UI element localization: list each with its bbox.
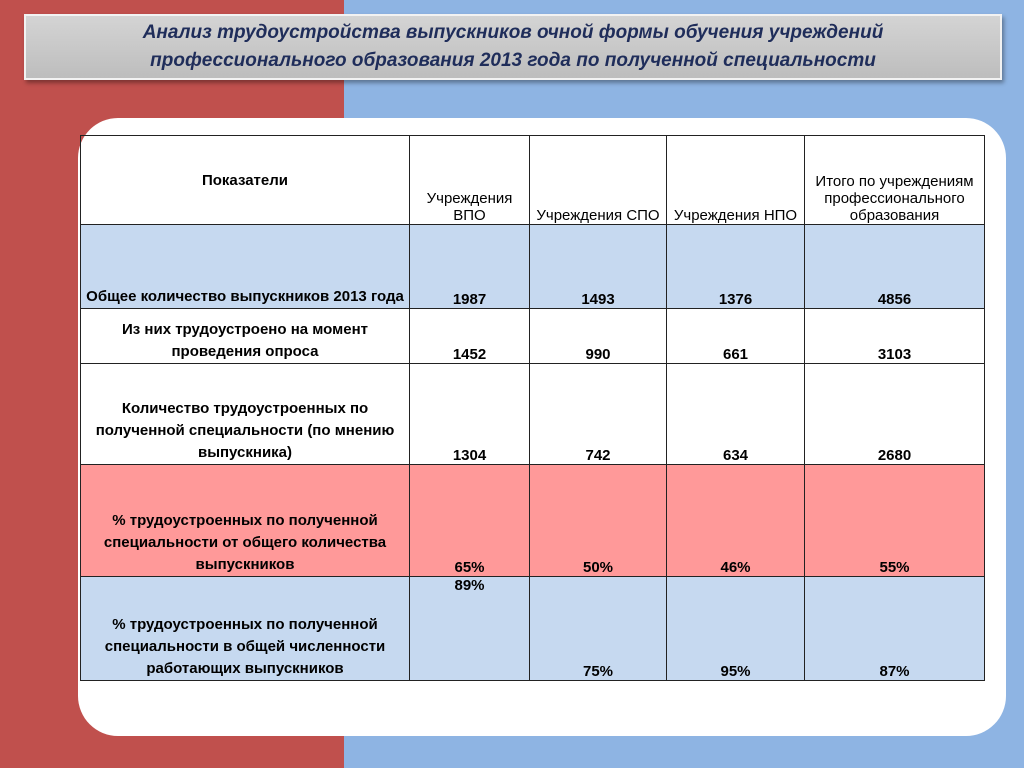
slide-title (123, 19, 904, 75)
cell-spo: 990 (530, 309, 667, 364)
cell-vpo: 1304 (410, 364, 530, 465)
header-total: Итого по учреждениям профессионального образования (805, 136, 985, 225)
cell-total: 2680 (805, 364, 985, 465)
cell-total: 3103 (805, 309, 985, 364)
cell-spo: 742 (530, 364, 667, 465)
cell-total: 55% (805, 465, 985, 577)
row-label: Из них трудоустроено на момент проведения опроса (81, 309, 410, 364)
header-spo: Учреждения СПО (530, 136, 667, 225)
table-row (81, 465, 985, 577)
row-label: Количество трудоустроенных по полученной специальности (по мнению выпускника) (81, 364, 410, 465)
header-indicators: Показатели (81, 136, 410, 225)
cell-npo: 634 (667, 364, 805, 465)
cell-vpo: 65% (410, 465, 530, 577)
row-label: % трудоустроенных по полученной специальности от общего количества выпускников (81, 465, 410, 577)
slide-title-line-2: профессионального образования 2013 года по полученной специальности (150, 50, 876, 71)
cell-spo: 1493 (530, 225, 667, 309)
cell-npo: 46% (667, 465, 805, 577)
header-npo: Учреждения НПО (667, 136, 805, 225)
cell-spo: 50% (530, 465, 667, 577)
cell-total: 87% (805, 577, 985, 681)
cell-total: 4856 (805, 225, 985, 309)
table-row (81, 577, 985, 681)
row-label: % трудоустроенных по полученной специальности в общей численности работающих выпускников (81, 577, 410, 681)
slide-title-line-1: Анализ трудоустройства выпускников очной формы обучения учреждений (142, 22, 884, 43)
cell-npo: 1376 (667, 225, 805, 309)
header-vpo: Учреждения ВПО (410, 136, 530, 225)
table-row (81, 225, 985, 309)
cell-vpo: 1987 (410, 225, 530, 309)
cell-npo: 95% (667, 577, 805, 681)
slide-title-box (24, 14, 1002, 80)
table-header-row (81, 136, 985, 225)
row-label: Общее количество выпускников 2013 года (81, 225, 410, 309)
employment-table (80, 135, 985, 681)
table-row (81, 364, 985, 465)
cell-vpo: 89% (410, 577, 530, 681)
cell-npo: 661 (667, 309, 805, 364)
cell-spo: 75% (530, 577, 667, 681)
table-row (81, 309, 985, 364)
cell-vpo: 1452 (410, 309, 530, 364)
